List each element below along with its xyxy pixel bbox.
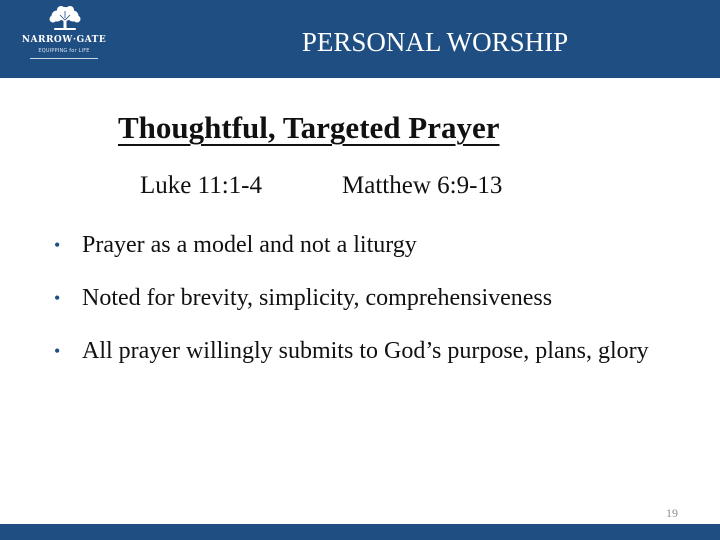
- bullet-item: [54, 334, 694, 368]
- footer-bar: [0, 524, 720, 540]
- bullet-icon: •: [54, 288, 61, 308]
- logo-divider: [30, 58, 98, 59]
- page-number: 19: [666, 506, 678, 520]
- bullet-icon: •: [54, 341, 61, 361]
- bullet-item: [54, 228, 694, 262]
- bullet-text: Prayer as a model and not a liturgy: [82, 232, 417, 258]
- bullet-item: [54, 281, 694, 315]
- header-title: PERSONAL WORSHIP: [301, 27, 569, 57]
- slide-heading: Thoughtful, Targeted Prayer: [118, 110, 500, 145]
- scripture-reference-luke: Luke 11:1-4: [140, 172, 262, 199]
- logo-tagline: EQUIPPING for LIFE: [38, 48, 90, 54]
- scripture-reference-matthew: Matthew 6:9-13: [342, 172, 503, 199]
- bullet-text: Noted for brevity, simplicity, comprehensiveness: [82, 285, 553, 311]
- header-bar: [0, 0, 720, 78]
- bullet-text: All prayer willingly submits to God’s purpose, plans, glory: [82, 338, 649, 364]
- tree-icon: [48, 6, 82, 32]
- bullet-icon: •: [54, 235, 61, 255]
- narrow-gate-logo: [12, 6, 116, 68]
- logo-name: NARROW·GATE: [21, 35, 107, 45]
